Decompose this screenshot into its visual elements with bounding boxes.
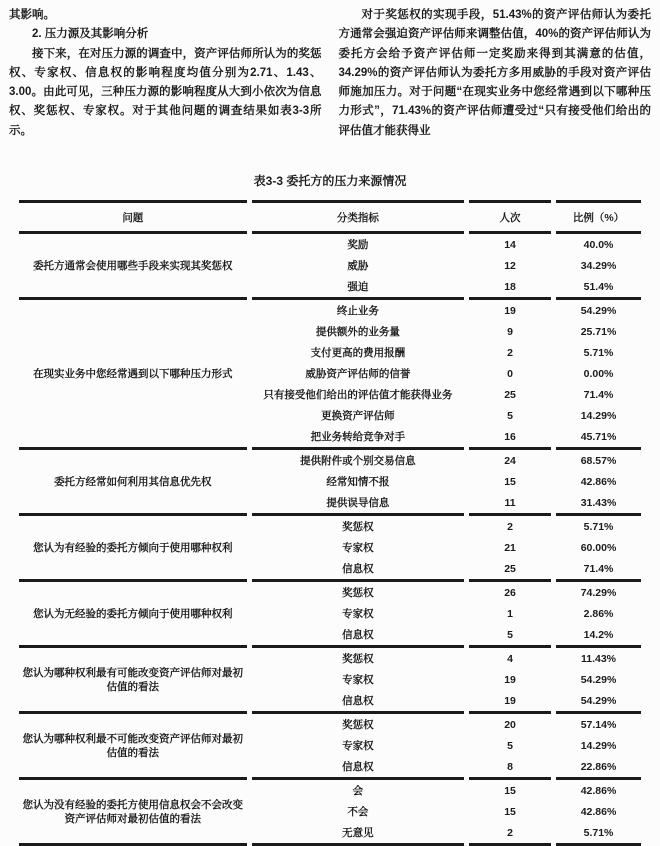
percent-cell: 14.29% <box>580 739 617 752</box>
percent-cell: 68.57% <box>580 454 617 467</box>
percent-cell: 42.86% <box>580 784 617 797</box>
table-header-row <box>19 200 641 234</box>
count-cell: 14 <box>504 238 516 251</box>
right-column <box>339 6 652 141</box>
category-cell: 会 <box>352 785 364 798</box>
right-paragraph: 对于奖惩权的实现手段，51.43%的资产评估师认为委托方通常会强迫资产评估师来调整估值，40%的资产评估师认为委托方会给予资产评估师一定奖励来得到其满意的估值，34.29%的资产评估师认为委托方多用威胁的手段对资产评估师施加压力。对于问题“在现实业务中您经常遇到以下哪种压力形式”，71.43%的资产评估师遭受过“只有接受他们给出的评估值才能获得业 <box>338 9 651 137</box>
count-cell: 5 <box>507 739 513 752</box>
percent-cell: 5.71% <box>583 346 614 359</box>
count-cell: 15 <box>504 805 516 818</box>
percent-cell: 74.29% <box>580 586 617 599</box>
count-cell: 24 <box>504 454 516 467</box>
section-heading: 2. 压力源及其影响分析 <box>32 28 149 41</box>
percent-cell: 54.29% <box>556 690 641 714</box>
column-header: 分类指标 <box>252 200 464 234</box>
percent-cell: 2.86% <box>583 607 614 620</box>
table-row <box>19 300 641 321</box>
left-paragraph: 接下来，在对压力源的调查中，资产评估师所认为的奖惩权、专家权、信息权的影响程度均值分别为2.71、1.43、3.00。由此可见，三种压力源的影响程度从大到小依次为信息权、奖惩权、专家权。对于其他问题的调查结果如表3-3所示。 <box>9 47 322 137</box>
percent-cell: 34.29% <box>580 259 617 272</box>
category-cell: 信息权 <box>252 624 464 648</box>
count-cell: 2 <box>507 346 513 359</box>
count-cell: 2 <box>507 520 513 533</box>
category-cell: 支付更高的费用报酬 <box>310 347 406 360</box>
question-cell: 您认为无经验的委托方倾向于使用哪种权利 <box>19 582 247 648</box>
count-cell: 8 <box>469 756 551 780</box>
count-cell: 19 <box>504 673 516 686</box>
table-row <box>19 714 641 735</box>
count-cell: 9 <box>507 325 513 338</box>
category-cell: 专家权 <box>342 674 374 687</box>
question-cell: 委托方经常如何利用其信息优先权 <box>19 450 247 516</box>
category-cell: 无意见 <box>252 822 464 846</box>
count-cell: 1 <box>507 607 513 620</box>
percent-cell: 14.2% <box>556 624 641 648</box>
count-cell: 11 <box>469 492 551 516</box>
percent-cell: 14.29% <box>580 409 617 422</box>
column-header: 人次 <box>469 200 551 234</box>
question-cell: 您认为哪种权利最有可能改变资产评估师对最初估值的看法 <box>19 648 247 714</box>
category-cell: 奖惩权 <box>342 521 374 534</box>
category-cell: 不会 <box>347 806 369 819</box>
category-cell: 威胁 <box>347 260 369 273</box>
percent-cell: 54.29% <box>580 673 617 686</box>
category-cell: 奖惩权 <box>342 587 374 600</box>
category-cell: 专家权 <box>342 542 374 555</box>
percent-cell: 57.14% <box>580 718 617 731</box>
category-cell: 信息权 <box>252 756 464 780</box>
table-row <box>19 516 641 537</box>
category-cell: 专家权 <box>342 740 374 753</box>
category-cell: 信息权 <box>252 690 464 714</box>
category-cell: 提供误导信息 <box>252 492 464 516</box>
body-text <box>0 6 660 141</box>
question-cell: 您认为没有经验的委托方使用信息权会不会改变资产评估师对最初估值的看法 <box>19 780 247 846</box>
table-row <box>19 234 641 255</box>
percent-cell: 45.71% <box>556 426 641 450</box>
category-cell: 奖励 <box>347 239 369 252</box>
question-cell: 您认为哪种权利最不可能改变资产评估师对最初估值的看法 <box>19 714 247 780</box>
count-cell: 4 <box>507 652 513 665</box>
category-cell: 奖惩权 <box>342 719 374 732</box>
percent-cell: 71.4% <box>583 388 614 401</box>
column-header: 比例（%） <box>556 200 641 234</box>
table-row <box>19 780 641 801</box>
percent-cell: 42.86% <box>580 475 617 488</box>
pressure-source-table <box>14 200 646 846</box>
percent-cell: 60.00% <box>580 541 617 554</box>
category-cell: 提供附件或个别交易信息 <box>300 455 416 468</box>
category-cell: 终止业务 <box>336 305 379 318</box>
count-cell: 25 <box>469 558 551 582</box>
count-cell: 20 <box>504 718 516 731</box>
table-row <box>19 648 641 669</box>
percent-cell: 5.71% <box>556 822 641 846</box>
category-cell: 只有接受他们给出的评估值才能获得业务 <box>263 389 453 402</box>
table-row <box>19 582 641 603</box>
count-cell: 26 <box>504 586 516 599</box>
percent-cell: 71.4% <box>556 558 641 582</box>
category-cell: 奖惩权 <box>342 653 374 666</box>
table-title: 表3-3 委托方的压力来源情况 <box>253 174 407 189</box>
percent-cell: 0.00% <box>583 367 614 380</box>
percent-cell: 5.71% <box>583 520 614 533</box>
question-cell: 您认为有经验的委托方倾向于使用哪种权利 <box>19 516 247 582</box>
count-cell: 18 <box>469 276 551 300</box>
category-cell: 把业务转给竞争对手 <box>252 426 464 450</box>
count-cell: 0 <box>507 367 513 380</box>
percent-cell: 31.43% <box>556 492 641 516</box>
category-cell: 威胁资产评估师的信誉 <box>305 368 411 381</box>
count-cell: 2 <box>469 822 551 846</box>
count-cell: 16 <box>469 426 551 450</box>
percent-cell: 40.0% <box>583 238 614 251</box>
category-cell: 强迫 <box>252 276 464 300</box>
count-cell: 5 <box>507 409 513 422</box>
count-cell: 15 <box>504 784 516 797</box>
category-cell: 更换资产评估师 <box>321 410 395 423</box>
continuation-line: 其影响。 <box>9 9 55 21</box>
percent-cell: 25.71% <box>580 325 617 338</box>
count-cell: 12 <box>504 259 516 272</box>
percent-cell: 51.4% <box>556 276 641 300</box>
percent-cell: 11.43% <box>580 652 617 665</box>
percent-cell: 22.86% <box>556 756 641 780</box>
category-cell: 提供额外的业务量 <box>315 326 400 339</box>
category-cell: 信息权 <box>252 558 464 582</box>
question-cell: 在现实业务中您经常遇到以下哪种压力形式 <box>19 300 247 450</box>
count-cell: 25 <box>504 388 516 401</box>
category-cell: 经常知情不报 <box>326 476 390 489</box>
percent-cell: 42.86% <box>580 805 617 818</box>
count-cell: 19 <box>469 690 551 714</box>
count-cell: 19 <box>504 304 516 317</box>
count-cell: 21 <box>504 541 516 554</box>
column-header: 问题 <box>19 200 247 234</box>
table-row <box>19 450 641 471</box>
count-cell: 15 <box>504 475 516 488</box>
question-cell: 委托方通常会使用哪些手段来实现其奖惩权 <box>19 234 247 300</box>
category-cell: 专家权 <box>342 608 374 621</box>
percent-cell: 54.29% <box>580 304 617 317</box>
left-column <box>9 6 322 141</box>
count-cell: 5 <box>469 624 551 648</box>
